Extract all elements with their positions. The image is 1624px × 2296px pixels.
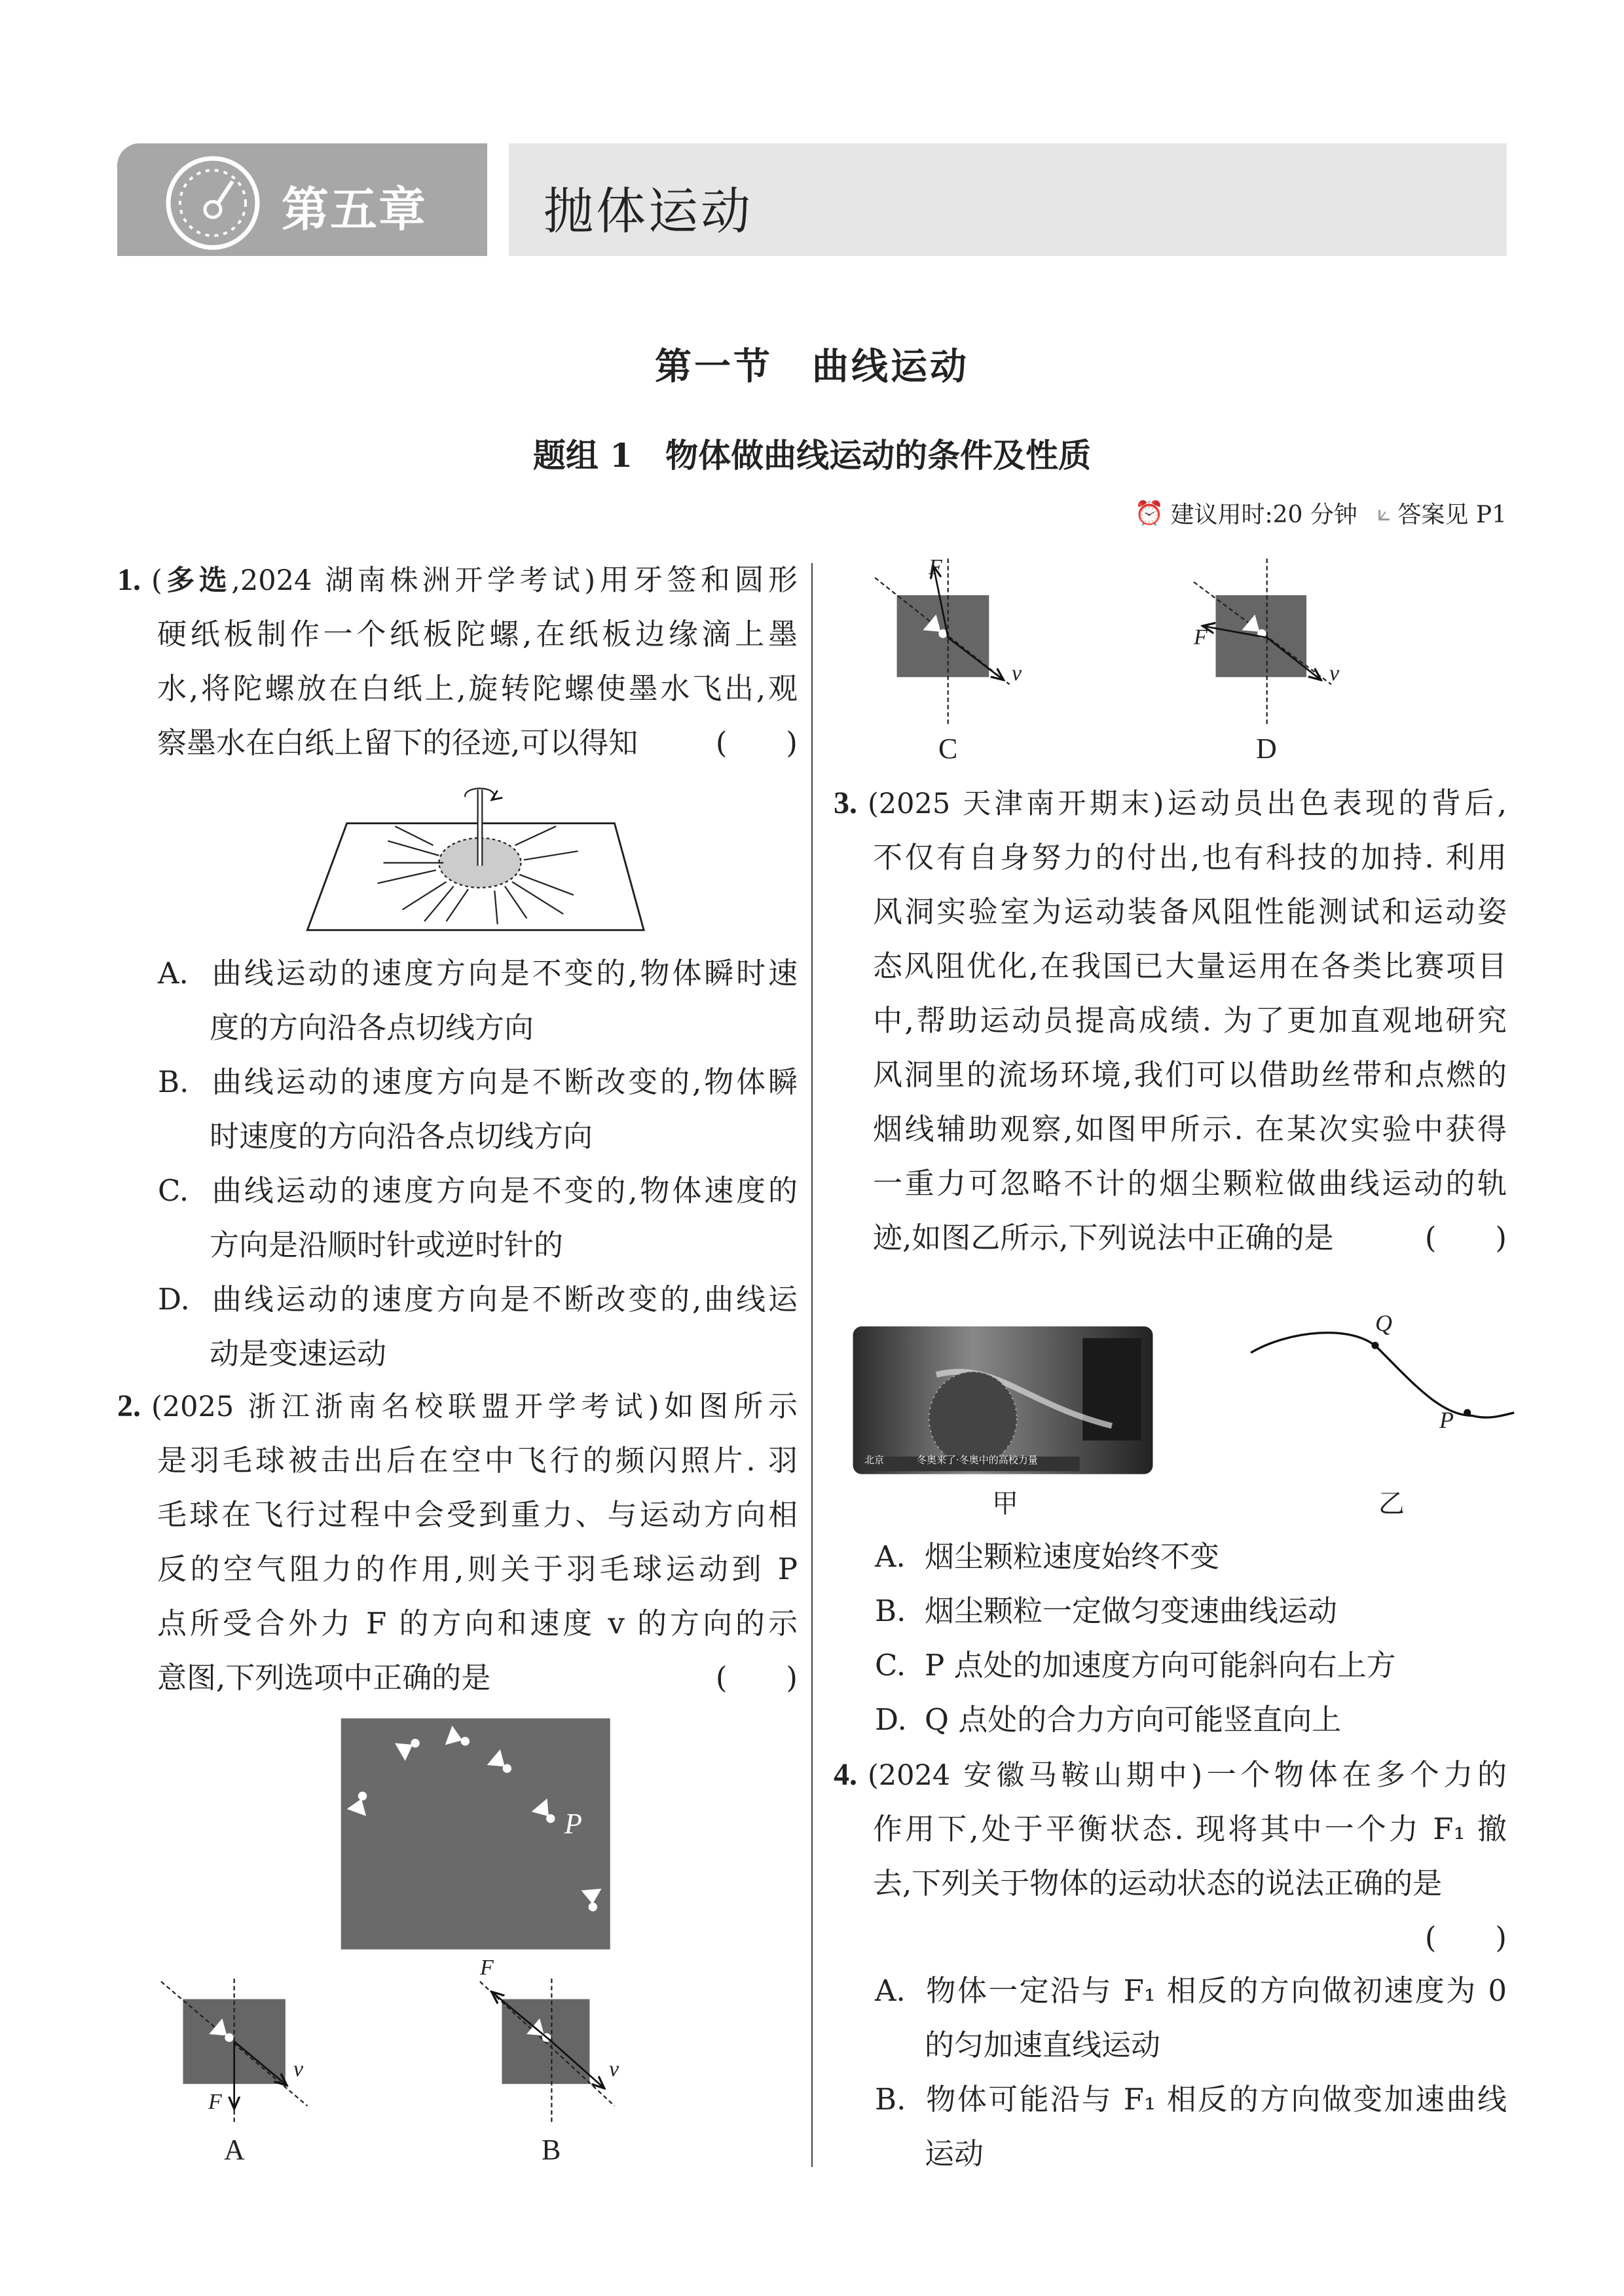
text-line [873, 939, 1507, 993]
text-line [873, 830, 1507, 884]
q2-source [151, 1391, 659, 1423]
q1-source-suffix: ,2024 湖南株洲开学考试) [231, 564, 596, 597]
text-line [158, 1272, 798, 1326]
figure-label-a: A [224, 2134, 245, 2166]
q4-line: 作用下,处于平衡状态. 现将其中一个力 F₁ 撤 [873, 1811, 1507, 1846]
q4-line: 去,下列关于物体的运动状态的说法正确的是 [873, 1865, 1443, 1901]
text-line [210, 1326, 798, 1381]
q4-source-prefix: (2024 安徽马鞍山期中) [868, 1758, 1202, 1792]
velocity-label-d: v [1329, 661, 1340, 685]
figure-label-c: C [938, 733, 958, 765]
q1-option-text: 时速度的方向沿各点切线方向 [210, 1118, 593, 1154]
q1-number: 1. [117, 562, 141, 597]
q3-option-label: A. [875, 1539, 906, 1574]
q3-answer-bracket: ( ) [1424, 1220, 1507, 1256]
text-line [873, 1048, 1507, 1102]
q4-line: 一个物体在多个力的 [1202, 1757, 1507, 1792]
photo-caption-text: 冬奥来了·冬奥中的高校力量 [917, 1454, 1038, 1466]
q1-option-text: 曲线运动的速度方向是不变的,物体瞬时速 [210, 955, 798, 991]
text-line [210, 1000, 798, 1055]
force-label-d: F [1194, 625, 1208, 649]
q2-source-prefix: (2025 浙江浙南名校联盟开学考试) [151, 1390, 659, 1423]
figure-label-b: B [542, 2134, 561, 2166]
figure-label-d: D [1256, 733, 1277, 765]
q2-line: 点所受合外力 F 的方向和速度 v 的方向的示 [157, 1605, 798, 1641]
q3-line: 一重力可忽略不计的烟尘颗粒做曲线运动的轨 [873, 1166, 1507, 1201]
q2-number: 2. [117, 1388, 141, 1423]
group-title: 题组 1 物体做曲线运动的条件及性质 [532, 436, 1092, 475]
text-line [875, 1529, 1507, 1584]
q2-line: 意图,下列选项中正确的是 [157, 1660, 491, 1695]
photo-caption-place: 北京 [864, 1454, 885, 1466]
q1-option-label: A. [158, 955, 189, 991]
text-line [158, 1163, 798, 1218]
text-line [875, 1638, 1507, 1692]
q3-number: 3. [834, 786, 857, 821]
q2-answer-bracket: ( ) [715, 1660, 798, 1695]
q3-line: 中,帮助运动员提高成绩. 为了更加直观地研究 [873, 1003, 1507, 1038]
text-line [875, 1692, 1507, 1747]
q1-tag: 多选 [162, 564, 232, 597]
text-line [117, 1379, 798, 1433]
q4-option-text: 物体一定沿与 F₁ 相反的方向做初速度为 0 [925, 1973, 1507, 2009]
alarm-clock-icon: ⏰ [1134, 500, 1164, 527]
text-line [875, 1963, 1507, 2018]
q3-option-label: B. [875, 1593, 906, 1628]
q2-line: 毛球在飞行过程中会受到重力、与运动方向相 [157, 1497, 798, 1532]
text-line [834, 1747, 1507, 1802]
q3-source [868, 788, 1164, 820]
q1-source-prefix: ( [151, 564, 162, 597]
force-label-b: F [480, 1956, 494, 1980]
text-line [158, 946, 798, 1000]
q1-option-text: 动是变速运动 [210, 1336, 387, 1371]
q3-line: 风洞实验室为运动装备风阻性能测试和运动姿 [873, 894, 1507, 930]
q1-line: 察墨水在白纸上留下的径迹,可以得知 [157, 725, 638, 760]
answer-arrow-icon: ⟀ [1376, 499, 1392, 526]
suggested-time: 建议用时:20 分钟 [1170, 501, 1357, 528]
q1-option-text: 方向是沿顺时针或逆时针的 [210, 1227, 564, 1262]
chapter-number: 第五章 [282, 182, 428, 237]
text-line [157, 1433, 798, 1487]
text-line [875, 2072, 1507, 2126]
q1-source [151, 564, 595, 597]
q1-option-text: 曲线运动的速度方向是不断改变的,曲线运 [210, 1281, 798, 1317]
q1-answer-bracket: ( ) [715, 725, 798, 760]
q1-option-label: D. [158, 1281, 190, 1317]
q3-option-text: Q 点处的合力方向可能竖直向上 [925, 1702, 1342, 1737]
spinning-top-figure [307, 788, 644, 930]
text-line [157, 1487, 798, 1542]
trajectory-curve [1251, 1333, 1514, 1417]
q2-line: 是羽毛球被击出后在空中飞行的频闪照片. 羽 [157, 1442, 798, 1478]
q4-number: 4. [834, 1757, 857, 1792]
q4-option-text: 运动 [925, 2136, 984, 2172]
text-line [925, 2018, 1507, 2072]
q4-option-label: B. [875, 2082, 906, 2117]
text-line [873, 1910, 1507, 1965]
text-line [157, 716, 798, 770]
velocity-label-b: v [609, 2057, 619, 2081]
text-line [873, 1211, 1507, 1265]
q1-line: 硬纸板制作一个纸板陀螺,在纸板边缘滴上墨 [157, 616, 798, 651]
q2-line: 如图所示 [659, 1388, 798, 1423]
q4-option-text: 的匀加速直线运动 [925, 2028, 1161, 2063]
text-line [157, 1542, 798, 1596]
text-line [873, 884, 1507, 939]
q3-source-prefix: (2025 天津南开期末) [868, 788, 1164, 821]
q4-option-text: 物体可能沿与 F₁ 相反的方向做变加速曲线 [925, 2082, 1507, 2117]
force-label-a: F [208, 2090, 222, 2114]
q3-option-label: D. [875, 1702, 907, 1737]
velocity-label-a: v [293, 2057, 304, 2081]
q1-option-label: C. [158, 1173, 189, 1208]
q4-source [868, 1759, 1202, 1792]
text-line [157, 1650, 798, 1705]
q3-line: 态风阻优化,在我国已大量运用在各类比赛项目 [873, 949, 1507, 984]
text-line [834, 776, 1507, 830]
q3-option-text: 烟尘颗粒速度始终不变 [925, 1539, 1220, 1574]
q1-option-text: 曲线运动的速度方向是不断改变的,物体瞬 [210, 1064, 798, 1099]
q4-option-label: A. [875, 1973, 906, 2009]
chapter-title: 抛体运动 [544, 182, 753, 240]
text-line [873, 1856, 1507, 1910]
q3-line: 运动员出色表现的背后, [1164, 786, 1507, 821]
q3-line: 迹,如图乙所示,下列说法中正确的是 [873, 1220, 1334, 1256]
text-line [158, 1055, 798, 1109]
text-line [875, 1584, 1507, 1638]
force-label-c: F [929, 555, 942, 579]
velocity-label-c: v [1012, 661, 1022, 685]
figure-label-jia: 甲 [992, 1489, 1018, 1519]
text-line [157, 607, 798, 661]
text-line [873, 993, 1507, 1048]
q3-line: 风洞里的流场环境,我们可以借助丝带和点燃的 [873, 1057, 1507, 1093]
figure-label-yi: 乙 [1378, 1489, 1405, 1519]
q3-option-text: 烟尘颗粒一定做匀变速曲线运动 [925, 1593, 1338, 1628]
text-line [925, 2126, 1507, 2181]
q3-line: 不仅有自身努力的付出,也有科技的加持. 利用 [873, 840, 1507, 875]
point-q-label: Q [1375, 1310, 1392, 1336]
text-line [117, 553, 798, 607]
section-title: 第一节 曲线运动 [655, 346, 969, 388]
text-line [157, 661, 798, 716]
q4-answer-bracket: ( ) [1424, 1920, 1507, 1955]
text-line [157, 1596, 798, 1650]
q1-line: 用牙签和圆形 [595, 562, 798, 597]
point-p-label: P [564, 1808, 582, 1840]
answer-reference: 答案见 P1 [1397, 501, 1507, 528]
q3-option-text: P 点处的加速度方向可能斜向右上方 [925, 1647, 1396, 1683]
option-figure-b [480, 1978, 615, 2123]
option-figure-a [161, 1978, 307, 2123]
option-figure-d [1194, 558, 1331, 725]
text-line [873, 1102, 1507, 1156]
point-p-label-curve: P [1439, 1407, 1454, 1433]
wind-tunnel-photo [853, 1326, 1153, 1474]
text-line [873, 1156, 1507, 1211]
text-line [210, 1218, 798, 1272]
q1-line: 水,将陀螺放在白纸上,旋转陀螺使墨水飞出,观 [157, 670, 798, 706]
q2-line: 反的空气阻力的作用,则关于羽毛球运动到 P [157, 1551, 798, 1586]
text-line [873, 1802, 1507, 1856]
q3-option-label: C. [875, 1647, 906, 1683]
q1-option-text: 度的方向沿各点切线方向 [210, 1010, 534, 1045]
text-line [210, 1109, 798, 1163]
option-figure-c [875, 558, 1010, 725]
q3-line: 烟线辅助观察,如图甲所示. 在某次实验中获得 [873, 1112, 1507, 1147]
q1-option-text: 曲线运动的速度方向是不变的,物体速度的 [210, 1173, 798, 1208]
q1-option-label: B. [158, 1064, 189, 1099]
